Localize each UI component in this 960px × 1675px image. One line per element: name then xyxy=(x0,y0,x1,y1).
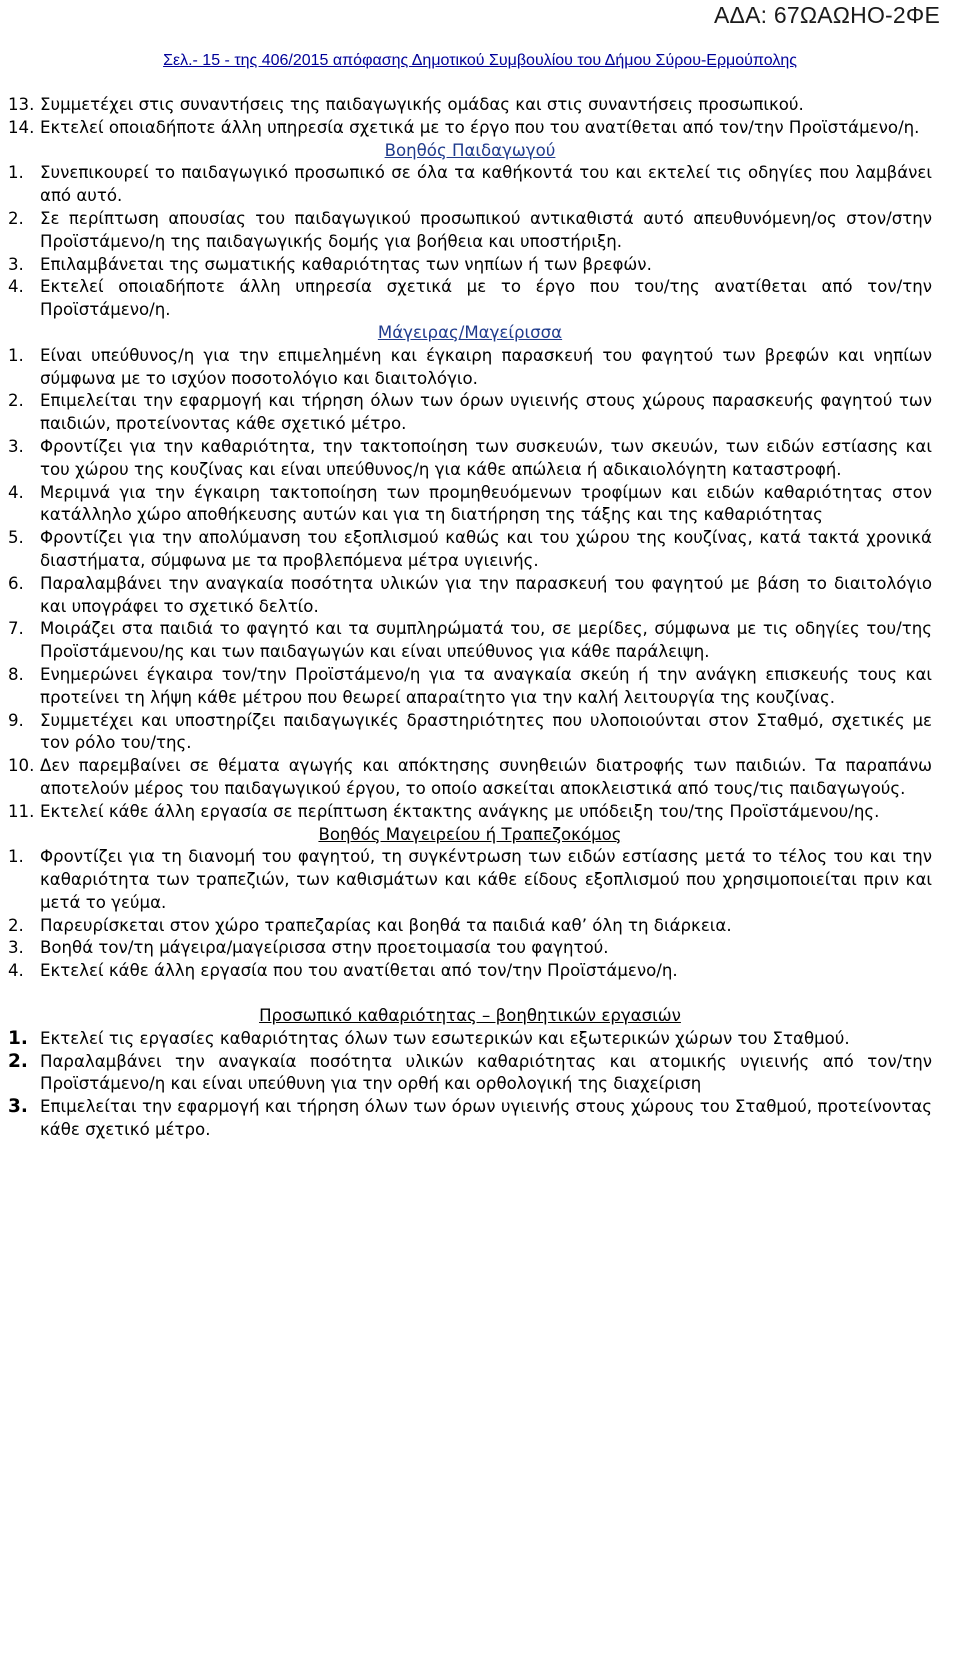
list-item xyxy=(8,208,932,254)
item-number: 3. xyxy=(8,436,24,456)
item-text: Δεν παρεμβαίνει σε θέματα αγωγής και απόκτησης συνηθειών διατροφής των παιδιών. Τα παραπάνω αποτελούν μέρος του παιδαγωγικού έργου, το οποίο ασκείται αποκλειστικά από τους/τις παιδαγωγούς. xyxy=(40,756,932,798)
section-title-cleaning-staff: Προσωπικό καθαριότητας – βοηθητικών εργασιών xyxy=(259,1006,681,1026)
item-number: 5. xyxy=(8,528,24,548)
item-number: 14. xyxy=(8,117,35,137)
item-text: Ενημερώνει έγκαιρα τον/την Προϊστάμενο/η για τα αναγκαία σκεύη ή την ανάγκη επισκευής τους και προτείνει τη λήψη κάθε μέτρου που θεωρεί απαραίτητο για την καλή λειτουργία της κουζίνας. xyxy=(40,664,932,707)
item-text: Συμμετέχει και υποστηρίζει παιδαγωγικές δραστηριότητες που υλοποιούνται στον Σταθμό, σχετικές με τον ρόλο του/της. xyxy=(40,710,932,753)
item-text: Φροντίζει για την καθαριότητα, την τακτοποίηση των συσκευών, των σκευών, των ειδών εστίασης και του χώρου της κουζίνας και είναι υπεύθυνος/η για κάθε απώλεια ή αδικαιολόγητη καταστροφή. xyxy=(40,436,932,479)
list-item xyxy=(8,1096,932,1142)
section-title-assistant-educator: Βοηθός Παιδαγωγού xyxy=(384,140,556,160)
list-item xyxy=(8,801,932,824)
item-text: Εκτελεί τις εργασίες καθαριότητας όλων των εσωτερικών και εξωτερικών χώρων του Σταθμού. xyxy=(40,1028,850,1048)
list-item xyxy=(8,254,932,277)
list-item xyxy=(8,618,932,664)
list-item xyxy=(8,94,932,117)
item-text: Εκτελεί οποιαδήποτε άλλη υπηρεσία σχετικά με το έργο που του ανατίθεται από τον/την Προϊστάμενο/η. xyxy=(40,117,920,137)
item-number: 2. xyxy=(8,915,24,935)
list-item xyxy=(8,482,932,528)
item-number: 10. xyxy=(8,756,35,776)
list-item xyxy=(8,527,932,573)
item-text: Εκτελεί οποιαδήποτε άλλη υπηρεσία σχετικά με το έργο που του/της ανατίθεται από τον/την Προϊστάμενο/η. xyxy=(40,277,932,320)
item-number: 1. xyxy=(8,1027,28,1049)
ada-code: ΑΔΑ: 67ΩΑΩΗΟ-2ΦΕ xyxy=(714,2,940,28)
item-text: Εκτελεί κάθε άλλη εργασία που του ανατίθεται από τον/την Προϊστάμενο/η. xyxy=(40,961,678,981)
item-text: Σε περίπτωση απουσίας του παιδαγωγικού προσωπικού αντικαθιστά αυτό απευθυνόμενη/ος στον/στην Προϊστάμενο/η της παιδαγωγικής δομής για βοήθεια και υποστήριξη. xyxy=(40,208,932,251)
item-text: Εκτελεί κάθε άλλη εργασία σε περίπτωση έκτακτης ανάγκης με υπόδειξη του/της Προϊστάμενου/ης. xyxy=(40,801,880,821)
item-number: 7. xyxy=(8,619,24,639)
item-text: Είναι υπεύθυνος/η για την επιμελημένη και έγκαιρη παρασκευή του φαγητού των βρεφών και νηπίων σύμφωνα με το ισχύον ποσοτολόγιο και διαιτολόγιο. xyxy=(40,345,932,388)
list-item xyxy=(8,117,932,140)
section-title-kitchen-assistant: Βοηθός Μαγειρείου ή Τραπεζοκόμος xyxy=(318,824,622,844)
item-number: 4. xyxy=(8,277,24,297)
list-item xyxy=(8,960,932,983)
item-number: 4. xyxy=(8,961,24,981)
item-number: 13. xyxy=(8,95,35,114)
item-text: Βοηθά τον/τη μάγειρα/μαγείρισσα στην προετοιμασία του φαγητού. xyxy=(40,938,609,958)
item-text: Μεριμνά για την έγκαιρη τακτοποίηση των προμηθευόμενων τροφίμων και ειδών καθαριότητας στον κατάλληλο χώρο αποθήκευσης αυτών και για τη διατήρηση της τάξης και της καθαριότητας xyxy=(40,482,932,525)
document-body xyxy=(8,94,932,1142)
section-title-cook: Μάγειρας/Μαγείρισσα xyxy=(377,322,563,342)
item-number: 1. xyxy=(8,847,24,867)
list-item xyxy=(8,390,932,436)
item-text: Συμμετέχει στις συναντήσεις της παιδαγωγικής ομάδας και στις συναντήσεις προσωπικού. xyxy=(40,95,804,114)
item-text: Επιμελείται την εφαρμογή και τήρηση όλων των όρων υγιεινής στους χώρους παρασκευής φαγητού των παιδιών, προτείνοντας κάθε σχετικό μέτρο. xyxy=(40,391,932,434)
item-number: 2. xyxy=(8,208,24,228)
list-item xyxy=(8,915,932,938)
list-item xyxy=(8,1051,932,1097)
item-number: 2. xyxy=(8,391,24,411)
item-text: Επιλαμβάνεται της σωματικής καθαριότητας των νηπίων ή των βρεφών. xyxy=(40,254,652,274)
item-text: Συνεπικουρεί το παιδαγωγικό προσωπικό σε όλα τα καθήκοντά του και εκτελεί τις οδηγίες που λαμβάνει από αυτό. xyxy=(40,163,932,206)
list-item xyxy=(8,436,932,482)
list-item xyxy=(8,755,932,801)
item-text: Παραλαμβάνει την αναγκαία ποσότητα υλικών καθαριότητας και ατομικής υγιεινής από τον/την Προϊστάμενο/η και είναι υπεύθυνη για την ορθή και ορθολογική της διαχείριση xyxy=(40,1051,932,1094)
list-item xyxy=(8,345,932,391)
item-number: 6. xyxy=(8,573,24,593)
list-item xyxy=(8,1028,932,1051)
item-number: 3. xyxy=(8,1096,28,1118)
list-item xyxy=(8,276,932,322)
item-number: 3. xyxy=(8,938,24,958)
list-item xyxy=(8,937,932,960)
item-number: 3. xyxy=(8,254,24,274)
item-number: 4. xyxy=(8,482,24,502)
list-item xyxy=(8,846,932,914)
item-text: Μοιράζει στα παιδιά το φαγητό και τα συμπληρώματά του, σε μερίδες, σύμφωνα με τις οδηγίες του/της Προϊστάμενου/ης και των παιδαγωγών και είναι υπεύθυνος για κάθε παράλειψη. xyxy=(40,619,932,662)
item-number: 8. xyxy=(8,664,24,684)
item-number: 1. xyxy=(8,345,24,365)
item-number: 2. xyxy=(8,1050,28,1072)
item-text: Επιμελείται την εφαρμογή και τήρηση όλων των όρων υγιεινής στους χώρους του Σταθμού, προτείνοντας κάθε σχετικό μέτρο. xyxy=(40,1097,932,1140)
item-text: Παραλαμβάνει την αναγκαία ποσότητα υλικών για την παρασκευή του φαγητού με βάση το διαιτολόγιο και υπογράφει το σχετικό δελτίο. xyxy=(40,573,932,616)
list-item xyxy=(8,664,932,710)
item-number: 11. xyxy=(8,801,35,821)
item-text: Φροντίζει για τη διανομή του φαγητού, τη συγκέντρωση των ειδών εστίασης μετά το τέλος του και την καθαριότητα των τραπεζιών, των καθισμάτων και κάθε είδους εξοπλισμού που χρησιμοποιείται πριν και μετά το γεύμα. xyxy=(40,847,932,912)
item-number: 9. xyxy=(8,710,24,730)
list-item xyxy=(8,162,932,208)
list-item xyxy=(8,573,932,619)
item-text: Παρευρίσκεται στον χώρο τραπεζαρίας και βοηθά τα παιδιά καθ’ όλη τη διάρκεια. xyxy=(40,915,732,935)
item-text: Φροντίζει για την απολύμανση του εξοπλισμού καθώς και του χώρου της κουζίνας, κατά τακτά χρονικά διαστήματα, σύμφωνα με τα προβλεπόμενα μέτρα υγιεινής. xyxy=(40,528,932,570)
list-item xyxy=(8,710,932,756)
item-number: 1. xyxy=(8,163,24,183)
page-header-line: Σελ.- 15 - της 406/2015 απόφασης Δημοτικού Συμβουλίου του Δήμου Σύρου-Ερμούπολης xyxy=(163,52,797,69)
